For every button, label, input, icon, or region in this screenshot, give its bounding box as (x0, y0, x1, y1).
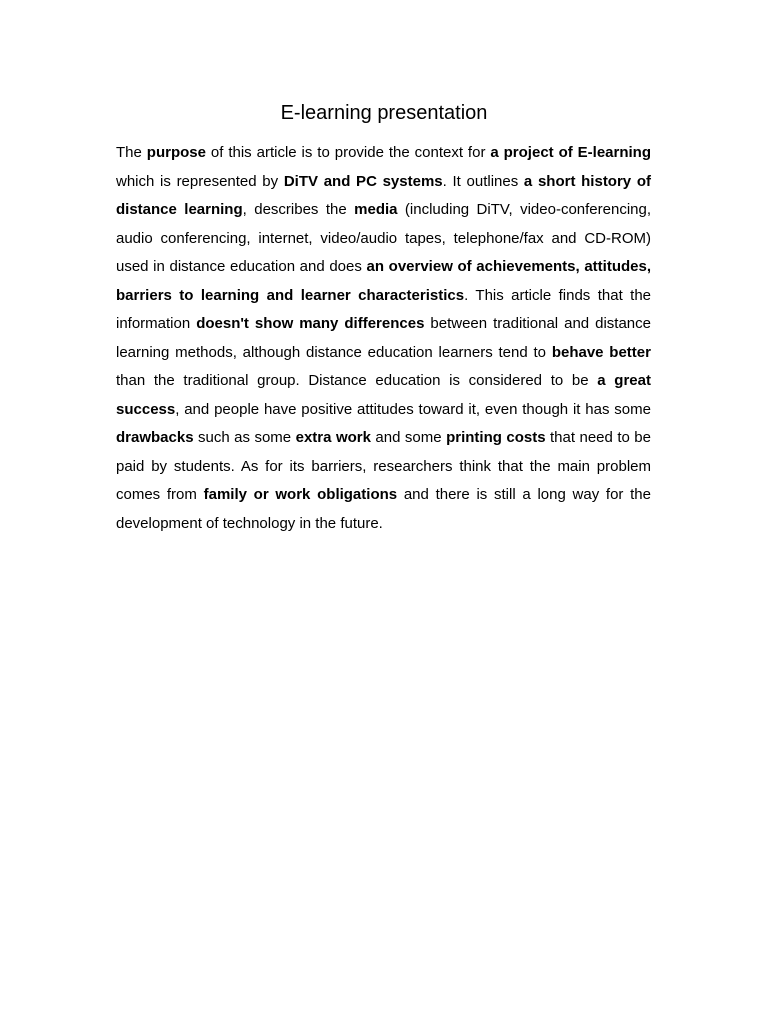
bold-phrase: drawbacks (116, 429, 194, 446)
text-run: (including DiTV, video-conferencing, audio conferencing, internet, video/audio tapes, telephone/fax and CD-ROM) used in distance education and does (116, 201, 652, 275)
text-run: and there is still a long way for the development of technology in the future. (116, 486, 651, 532)
bold-phrase: purpose (146, 144, 206, 161)
bold-phrase: printing costs (446, 429, 546, 446)
bold-phrase: a short history of distance learning (116, 172, 652, 218)
bold-phrase: behave better (551, 343, 651, 361)
bold-phrase: a great success (116, 372, 651, 418)
bold-phrase: media (354, 201, 398, 218)
text-run: that need to be paid by students. As for its barriers, researchers think that the main problem comes from (116, 429, 651, 503)
text-run: and some (370, 429, 447, 446)
bold-phrase: extra work (295, 429, 371, 446)
bold-phrase: a project of E-learning (490, 144, 652, 161)
body-paragraph (116, 139, 651, 538)
bold-phrase: doesn't show many differences (196, 315, 425, 332)
bold-phrase: DiTV and PC systems (283, 172, 443, 190)
text-run: which is represented by (116, 172, 284, 190)
text-run: between traditional and distance learning methods, although distance education learners tend to (116, 315, 651, 361)
text-run: such as some (193, 429, 296, 446)
bold-phrase: an overview of achievements, attitudes, barriers to learning and learner characteristics (116, 258, 651, 304)
text-run: than the traditional group. Distance education is considered to be (116, 372, 598, 389)
text-run: of this article is to provide the context for (205, 144, 491, 161)
bold-phrase: family or work obligations (203, 486, 398, 503)
text-run: , describes the (242, 201, 355, 218)
text-run: The (116, 144, 147, 161)
text-run: . This article finds that the information (116, 286, 652, 332)
text-run: . It outlines (442, 172, 524, 190)
text-run: , and people have positive attitudes toward it, even though it has some (175, 400, 651, 418)
document-title: E-learning presentation (280, 102, 488, 124)
